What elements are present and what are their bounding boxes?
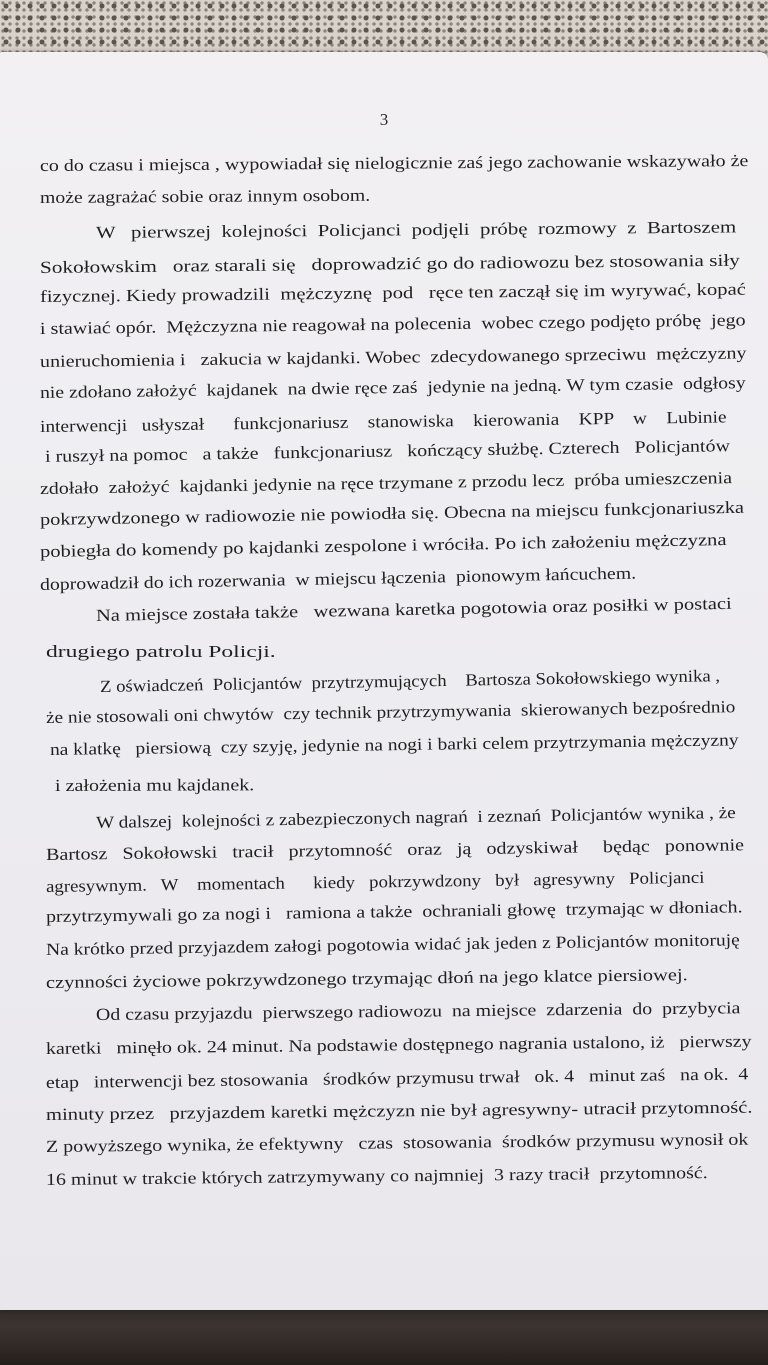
text-line: co do czasu i miejsca , wypowiadał się nielogicznie zaś jego zachowanie wskazywało że bbox=[39, 151, 749, 175]
text-line: interwencji usłyszał funkcjonariusz stanowiska kierowania KPP w Lubinie bbox=[39, 407, 727, 436]
text-line: W dalszej kolejności z zabezpieczonych nagrań i zeznań Policjantów wynika , że bbox=[95, 802, 736, 832]
text-line: unieruchomienia i zakucia w kajdanki. Wobec zdecydowanego sprzeciwu mężczyzny bbox=[39, 343, 747, 371]
text-line: drugiego patrolu Policji. bbox=[46, 642, 276, 661]
text-line: pobiegła do komendy po kajdanki zespolone i wróciła. Po ich założeniu mężczyzna bbox=[39, 530, 727, 561]
text-line: etap interwencji bez stosowania środków przymusu trwał ok. 4 minut zaś na ok. 4 bbox=[45, 1064, 749, 1092]
text-line: na klatkę piersiową czy szyję, jedynie na nogi i barki celem przytrzymania mężczyzny bbox=[49, 730, 739, 759]
text-line: karetki minęło ok. 24 minut. Na podstawie dostępnego nagrania ustalono, iż pierwszy bbox=[45, 1031, 752, 1058]
text-line: zdołało założyć kajdanki jedynie na ręce trzymane z przodu lecz próba umieszczenia bbox=[39, 468, 733, 498]
text-line: W pierwszej kolejności Policjanci podjęli próbę rozmowy z Bartoszem bbox=[95, 217, 737, 242]
text-line: Na miejsce została także wezwana karetka pogotowia oraz posiłki w postaci bbox=[95, 593, 732, 625]
text-line: nie zdołano założyć kajdanek na dwie ręce zaś jedynie na jedną. W tym czasie odgłosy bbox=[39, 373, 746, 402]
text-line: i założenia mu kajdanek. bbox=[49, 775, 255, 795]
page-number: 3 bbox=[379, 110, 389, 129]
text-line: agresywnym. W momentach kiedy pokrzywdzony był agresywny Policjanci bbox=[45, 867, 705, 896]
text-line: minuty przez przyjazdem karetki mężczyzn nie był agresywny- utracił przytomność. bbox=[45, 1097, 753, 1124]
text-line: doprowadził do ich rozerwania w miejscu łączenia pionowym łańcuchem. bbox=[39, 563, 637, 594]
text-line: przytrzymywali go za nogi i ramiona a także ochraniali głowę trzymając w dłoniach. bbox=[45, 897, 743, 926]
text-line: Bartosz Sokołowski tracił przytomność oraz ją odzyskiwał będąc ponownie bbox=[45, 835, 745, 864]
text-line: i stawiać opór. Mężczyzna nie reagował na polecenia wobec czego podjęto próbę jego bbox=[39, 310, 746, 338]
text-line: Z oświadczeń Policjantów przytrzymujących Bartosza Sokołowskiego wynika , bbox=[99, 666, 721, 696]
text-line: i ruszył na pomoc a także funkcjonariusz kończący służbę. Czterech Policjantów bbox=[39, 436, 731, 466]
text-line: pokrzywdzonego w radiowozie nie powiodła się. Obecna na miejscu funkcjonariuszka bbox=[39, 497, 745, 529]
text-line: Sokołowskim oraz starali się doprowadzić go do radiowozu bez stosowania siły bbox=[39, 250, 740, 277]
text-line: czynności życiowe pokrzywdzonego trzymając dłoń na jego klatce piersiowej. bbox=[45, 965, 688, 992]
text-line: że nie stosowali oni chwytów czy technik przytrzymywania skierowanych bezpośrednio bbox=[45, 697, 736, 727]
text-line: 16 minut w trakcie których zatrzymywany co najmniej 3 razy tracił przytomność. bbox=[45, 1163, 708, 1189]
text-line: może zagrażać sobie oraz innym osobom. bbox=[39, 185, 371, 207]
text-line: Z powyższego wynika, że efektywny czas stosowania środków przymusu wynosił ok bbox=[45, 1129, 749, 1156]
text-line: Od czasu przyjazdu pierwszego radiowozu na miejsce zdarzenia do przybycia bbox=[95, 998, 741, 1024]
text-line: fizycznej. Kiedy prowadzili mężczyznę pod ręce ten zaczął się im wyrywać, kopać bbox=[39, 279, 747, 306]
text-line: Na krótko przed przyjazdem załogi pogotowia widać jak jeden z Policjantów monitoruję bbox=[45, 930, 740, 959]
